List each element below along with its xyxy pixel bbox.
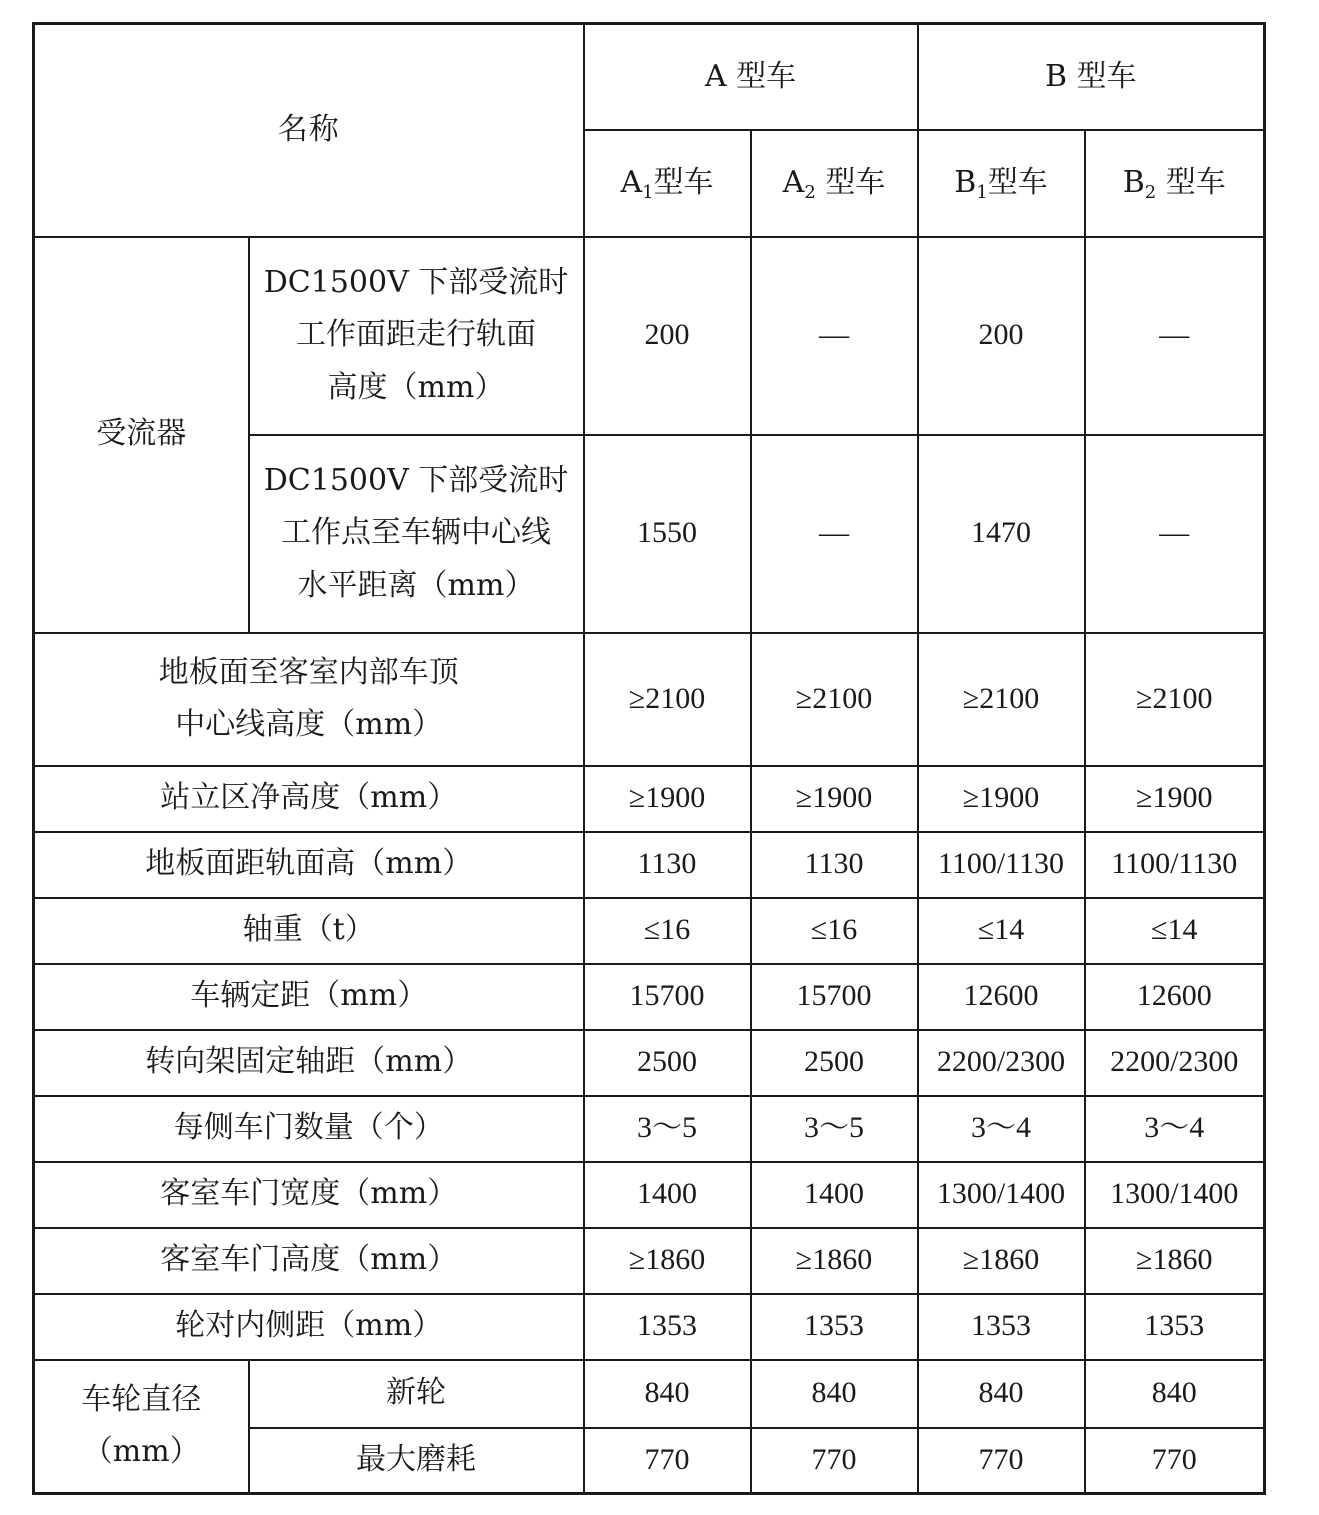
value-cell: 770 bbox=[918, 1428, 1085, 1494]
value-cell: 1353 bbox=[584, 1294, 751, 1360]
value-cell: 2200/2300 bbox=[1085, 1030, 1265, 1096]
table-row bbox=[34, 1228, 1265, 1294]
row-label: 地板面距轨面高（mm） bbox=[34, 832, 584, 898]
value-cell: 840 bbox=[584, 1360, 751, 1428]
value-cell: 1353 bbox=[751, 1294, 918, 1360]
value-cell: ≥1860 bbox=[1085, 1228, 1265, 1294]
value-cell: 840 bbox=[1085, 1360, 1265, 1428]
wheel-worn-label: 最大磨耗 bbox=[249, 1428, 584, 1494]
value-cell: — bbox=[751, 435, 918, 633]
header-a1: $A_1$型车 bbox=[584, 130, 751, 237]
value-cell: 1100/1130 bbox=[1085, 832, 1265, 898]
header-group-a: A 型车 bbox=[584, 24, 918, 130]
value-cell: ≤16 bbox=[584, 898, 751, 964]
value-cell: 1353 bbox=[918, 1294, 1085, 1360]
value-cell: — bbox=[1085, 237, 1265, 435]
value-cell: 1400 bbox=[751, 1162, 918, 1228]
value-cell: ≤14 bbox=[918, 898, 1085, 964]
value-cell: 770 bbox=[751, 1428, 918, 1494]
table-row bbox=[34, 1162, 1265, 1228]
header-name-cell: 名称 bbox=[34, 24, 584, 237]
value-cell: 3～4 bbox=[918, 1096, 1085, 1162]
value-cell: 1300/1400 bbox=[1085, 1162, 1265, 1228]
value-cell: 1100/1130 bbox=[918, 832, 1085, 898]
row-label: 轮对内侧距（mm） bbox=[34, 1294, 584, 1360]
value-cell: 840 bbox=[918, 1360, 1085, 1428]
row-label: 站立区净高度（mm） bbox=[34, 766, 584, 832]
value-cell: 15700 bbox=[751, 964, 918, 1030]
value-cell: 1400 bbox=[584, 1162, 751, 1228]
table-row bbox=[34, 1096, 1265, 1162]
value-cell: 770 bbox=[584, 1428, 751, 1494]
value-cell: 12600 bbox=[1085, 964, 1265, 1030]
value-cell: 840 bbox=[751, 1360, 918, 1428]
value-cell: 200 bbox=[918, 237, 1085, 435]
value-cell: ≥1860 bbox=[918, 1228, 1085, 1294]
collector-label: 受流器 bbox=[34, 237, 249, 633]
collector-row-2-label: DC1500V 下部受流时 工作点至车辆中心线 水平距离（mm） bbox=[249, 435, 584, 633]
wheel-diameter-label: 车轮直径 （mm） bbox=[34, 1360, 249, 1494]
value-cell: ≥1900 bbox=[918, 766, 1085, 832]
value-cell: ≥2100 bbox=[584, 633, 751, 766]
collector-row-1-label: DC1500V 下部受流时 工作面距走行轨面 高度（mm） bbox=[249, 237, 584, 435]
table-row bbox=[34, 964, 1265, 1030]
value-cell: ≥1860 bbox=[751, 1228, 918, 1294]
row-label: 客室车门高度（mm） bbox=[34, 1228, 584, 1294]
row-label: 客室车门宽度（mm） bbox=[34, 1162, 584, 1228]
value-cell: 2500 bbox=[584, 1030, 751, 1096]
header-b2: $B_2$ 型车 bbox=[1085, 130, 1265, 237]
table-row bbox=[34, 633, 1265, 766]
header-row-1 bbox=[34, 24, 1265, 130]
value-cell: 1353 bbox=[1085, 1294, 1265, 1360]
value-cell: 2500 bbox=[751, 1030, 918, 1096]
value-cell: 1130 bbox=[751, 832, 918, 898]
value-cell: — bbox=[751, 237, 918, 435]
header-group-b: B 型车 bbox=[918, 24, 1265, 130]
value-cell: ≥1900 bbox=[751, 766, 918, 832]
row-label: 车辆定距（mm） bbox=[34, 964, 584, 1030]
value-cell: — bbox=[1085, 435, 1265, 633]
table-row bbox=[34, 1294, 1265, 1360]
value-cell: 1300/1400 bbox=[918, 1162, 1085, 1228]
wheel-row-new bbox=[34, 1360, 1265, 1428]
value-cell: 3～5 bbox=[751, 1096, 918, 1162]
value-cell: 12600 bbox=[918, 964, 1085, 1030]
value-cell: 1130 bbox=[584, 832, 751, 898]
wheel-new-label: 新轮 bbox=[249, 1360, 584, 1428]
value-cell: ≥2100 bbox=[918, 633, 1085, 766]
value-cell: 3～4 bbox=[1085, 1096, 1265, 1162]
row-label: 每侧车门数量（个） bbox=[34, 1096, 584, 1162]
value-cell: 1470 bbox=[918, 435, 1085, 633]
collector-row-1 bbox=[34, 237, 1265, 435]
value-cell: ≤14 bbox=[1085, 898, 1265, 964]
table-row bbox=[34, 898, 1265, 964]
vehicle-parameters-table bbox=[32, 22, 1266, 1495]
value-cell: ≥1900 bbox=[1085, 766, 1265, 832]
value-cell: 200 bbox=[584, 237, 751, 435]
table-row bbox=[34, 1030, 1265, 1096]
header-b1: $B_1$型车 bbox=[918, 130, 1085, 237]
header-a2: $A_2$ 型车 bbox=[751, 130, 918, 237]
value-cell: ≥2100 bbox=[751, 633, 918, 766]
value-cell: 15700 bbox=[584, 964, 751, 1030]
value-cell: 770 bbox=[1085, 1428, 1265, 1494]
value-cell: ≥2100 bbox=[1085, 633, 1265, 766]
value-cell: ≥1860 bbox=[584, 1228, 751, 1294]
table-row bbox=[34, 832, 1265, 898]
value-cell: 2200/2300 bbox=[918, 1030, 1085, 1096]
value-cell: ≤16 bbox=[751, 898, 918, 964]
row-label: 轴重（t） bbox=[34, 898, 584, 964]
row-label: 转向架固定轴距（mm） bbox=[34, 1030, 584, 1096]
value-cell: ≥1900 bbox=[584, 766, 751, 832]
table-row bbox=[34, 766, 1265, 832]
value-cell: 1550 bbox=[584, 435, 751, 633]
value-cell: 3～5 bbox=[584, 1096, 751, 1162]
row-label: 地板面至客室内部车顶 中心线高度（mm） bbox=[34, 633, 584, 766]
